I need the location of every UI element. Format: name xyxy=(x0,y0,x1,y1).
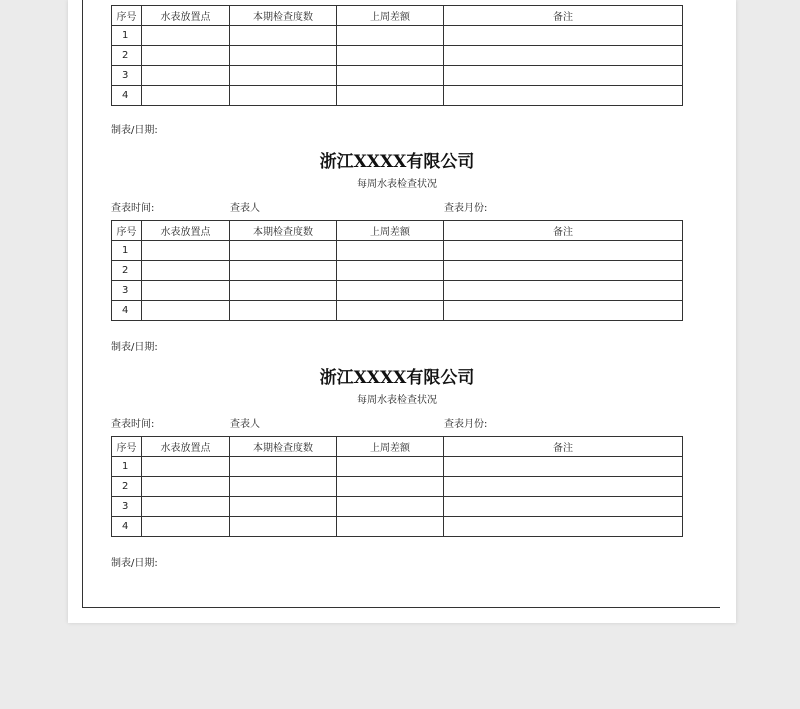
row-index: 3 xyxy=(112,497,142,517)
form-subtitle: 每周水表检查状况 xyxy=(357,395,437,406)
month-label: 查表月份: xyxy=(444,419,488,430)
row-index: 3 xyxy=(112,281,142,301)
cell[interactable] xyxy=(444,281,683,301)
table-row xyxy=(112,457,683,477)
cell[interactable] xyxy=(142,241,230,261)
col-header-reading: 本期检查度数 xyxy=(230,6,337,26)
col-header-reading: 本期检查度数 xyxy=(230,221,337,241)
month-label: 查表月份: xyxy=(444,203,488,214)
row-index: 4 xyxy=(112,517,142,537)
cell[interactable] xyxy=(337,497,444,517)
col-header-reading: 本期检查度数 xyxy=(230,437,337,457)
cell[interactable] xyxy=(230,497,337,517)
company-title: 浙江XXXX有限公司 xyxy=(319,368,475,388)
cell[interactable] xyxy=(337,241,444,261)
cell[interactable] xyxy=(230,457,337,477)
cell[interactable] xyxy=(337,517,444,537)
row-index: 1 xyxy=(112,26,142,46)
row-index: 1 xyxy=(112,241,142,261)
check-time-label: 查表时间: xyxy=(111,419,155,430)
cell[interactable] xyxy=(337,66,444,86)
cell[interactable] xyxy=(337,457,444,477)
checker-label: 查表人 xyxy=(230,419,260,430)
cell[interactable] xyxy=(444,46,683,66)
row-index: 1 xyxy=(112,457,142,477)
cell[interactable] xyxy=(444,517,683,537)
cell[interactable] xyxy=(444,301,683,321)
cell[interactable] xyxy=(230,66,337,86)
col-header-notes: 备注 xyxy=(444,6,683,26)
cell[interactable] xyxy=(230,301,337,321)
col-header-notes: 备注 xyxy=(444,221,683,241)
cell[interactable] xyxy=(230,86,337,106)
checker-label: 查表人 xyxy=(230,203,260,214)
table-row xyxy=(112,261,683,281)
cell[interactable] xyxy=(230,46,337,66)
cell[interactable] xyxy=(230,477,337,497)
inspection-table xyxy=(111,220,683,321)
cell[interactable] xyxy=(337,281,444,301)
table-row xyxy=(112,46,683,66)
cell[interactable] xyxy=(142,281,230,301)
cell[interactable] xyxy=(142,477,230,497)
cell[interactable] xyxy=(337,46,444,66)
table-row xyxy=(112,26,683,46)
footer-label: 制表/日期: xyxy=(111,125,158,136)
table-row xyxy=(112,66,683,86)
col-header-index: 序号 xyxy=(112,6,142,26)
cell[interactable] xyxy=(444,497,683,517)
cell[interactable] xyxy=(337,301,444,321)
table-row xyxy=(112,517,683,537)
inspection-table xyxy=(111,5,683,106)
col-header-index: 序号 xyxy=(112,221,142,241)
row-index: 2 xyxy=(112,261,142,281)
table-row xyxy=(112,477,683,497)
cell[interactable] xyxy=(444,66,683,86)
cell[interactable] xyxy=(230,26,337,46)
col-header-index: 序号 xyxy=(112,437,142,457)
cell[interactable] xyxy=(142,66,230,86)
cell[interactable] xyxy=(444,26,683,46)
cell[interactable] xyxy=(142,86,230,106)
row-index: 2 xyxy=(112,46,142,66)
cell[interactable] xyxy=(337,26,444,46)
cell[interactable] xyxy=(142,457,230,477)
col-header-location: 水表放置点 xyxy=(142,6,230,26)
row-index: 4 xyxy=(112,301,142,321)
company-title: 浙江XXXX有限公司 xyxy=(319,152,475,172)
table-row xyxy=(112,497,683,517)
cell[interactable] xyxy=(230,517,337,537)
form-subtitle: 每周水表检查状况 xyxy=(357,179,437,190)
cell[interactable] xyxy=(337,86,444,106)
col-header-diff: 上周差额 xyxy=(337,437,444,457)
col-header-diff: 上周差额 xyxy=(337,221,444,241)
cell[interactable] xyxy=(230,281,337,301)
cell[interactable] xyxy=(142,46,230,66)
row-index: 4 xyxy=(112,86,142,106)
cell[interactable] xyxy=(230,261,337,281)
cell[interactable] xyxy=(337,261,444,281)
footer-label: 制表/日期: xyxy=(111,558,158,569)
col-header-notes: 备注 xyxy=(444,437,683,457)
cell[interactable] xyxy=(444,261,683,281)
table-row xyxy=(112,281,683,301)
col-header-location: 水表放置点 xyxy=(142,221,230,241)
table-row xyxy=(112,301,683,321)
cell[interactable] xyxy=(142,517,230,537)
row-index: 3 xyxy=(112,66,142,86)
cell[interactable] xyxy=(444,457,683,477)
table-header-row xyxy=(112,437,683,457)
footer-label: 制表/日期: xyxy=(111,342,158,353)
table-header-row xyxy=(112,6,683,26)
cell[interactable] xyxy=(444,241,683,261)
cell[interactable] xyxy=(142,301,230,321)
cell[interactable] xyxy=(142,261,230,281)
cell[interactable] xyxy=(230,241,337,261)
row-index: 2 xyxy=(112,477,142,497)
cell[interactable] xyxy=(142,26,230,46)
col-header-location: 水表放置点 xyxy=(142,437,230,457)
cell[interactable] xyxy=(337,477,444,497)
cell[interactable] xyxy=(444,86,683,106)
cell[interactable] xyxy=(142,497,230,517)
table-row xyxy=(112,241,683,261)
table-header-row xyxy=(112,221,683,241)
col-header-diff: 上周差额 xyxy=(337,6,444,26)
table-row xyxy=(112,86,683,106)
inspection-table xyxy=(111,436,683,537)
cell[interactable] xyxy=(444,477,683,497)
check-time-label: 查表时间: xyxy=(111,203,155,214)
